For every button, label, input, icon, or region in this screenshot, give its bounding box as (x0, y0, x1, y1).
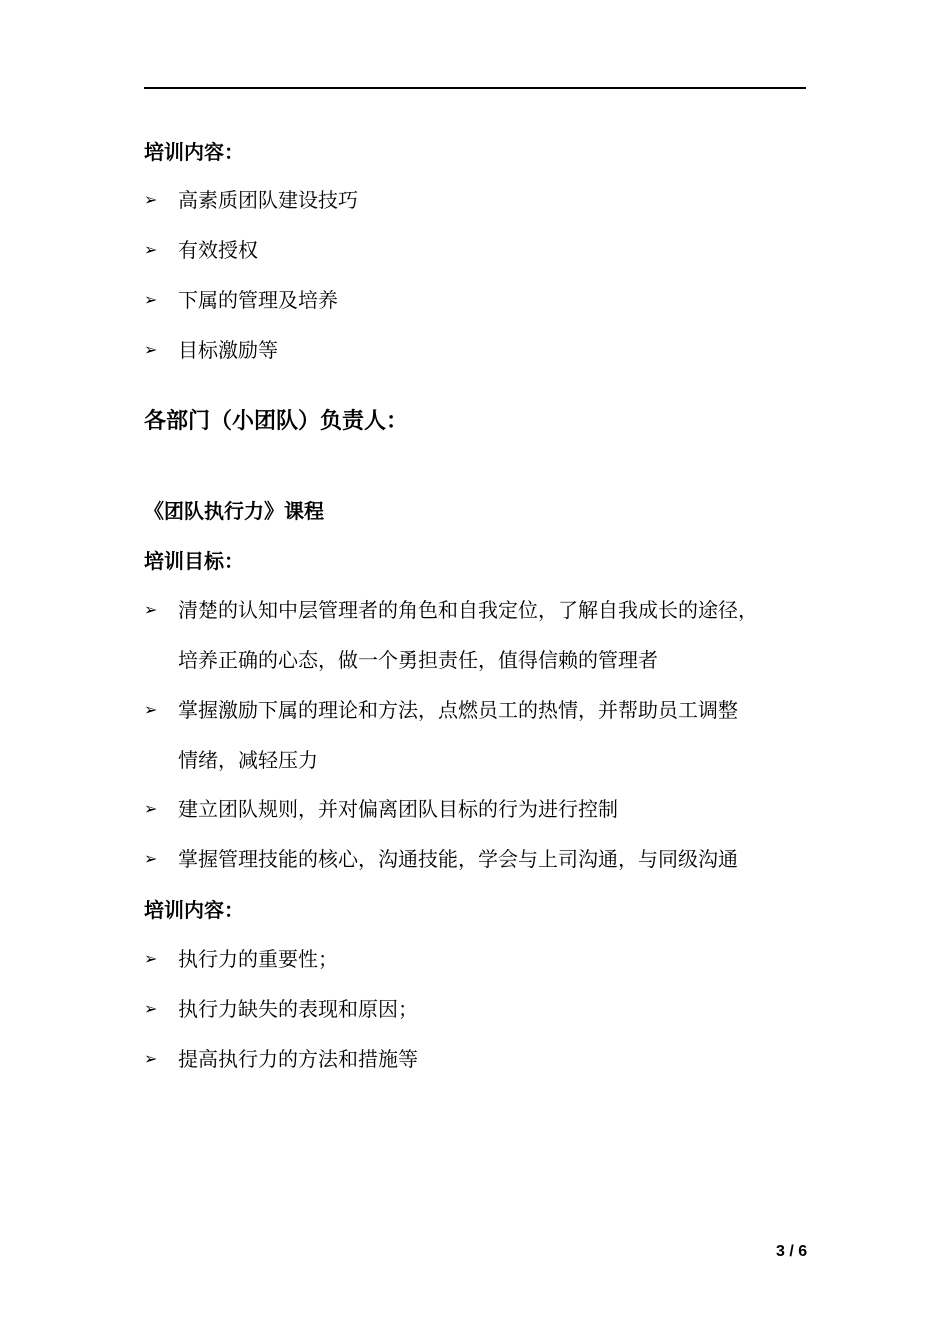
arrow-bullet-icon: ➢ (144, 600, 158, 619)
arrow-bullet-icon: ➢ (144, 949, 158, 968)
goals-heading: 培训目标： (144, 549, 244, 573)
list-item-continuation: 情绪，减轻压力 (178, 748, 318, 772)
arrow-bullet-icon: ➢ (144, 340, 158, 359)
list-item-continuation: 培养正确的心态，做一个勇担责任，值得信赖的管理者 (178, 648, 658, 672)
list-item-text: 下属的管理及培养 (178, 288, 338, 312)
list-item (144, 997, 418, 1021)
list-item-text: 有效授权 (178, 238, 258, 262)
list-item-text: 建立团队规则，并对偏离团队目标的行为进行控制 (178, 797, 618, 821)
list-item-text: 高素质团队建设技巧 (178, 188, 358, 212)
arrow-bullet-icon: ➢ (144, 190, 158, 209)
arrow-bullet-icon: ➢ (144, 700, 158, 719)
arrow-bullet-icon: ➢ (144, 999, 158, 1018)
header-rule (144, 87, 806, 89)
course-title: 《团队执行力》课程 (144, 499, 324, 523)
list-item (144, 188, 358, 212)
list-item (144, 847, 738, 871)
list-item (144, 238, 258, 262)
arrow-bullet-icon: ➢ (144, 290, 158, 309)
arrow-bullet-icon: ➢ (144, 799, 158, 818)
list-item-text: 执行力的重要性； (178, 947, 338, 971)
list-item-text: 目标激励等 (178, 338, 278, 362)
page-number: 3 / 6 (776, 1243, 808, 1260)
list-item-text: 掌握管理技能的核心，沟通技能，学会与上司沟通，与同级沟通 (178, 847, 738, 871)
list-item (144, 947, 338, 971)
list-item (144, 1047, 418, 1071)
section2-heading: 各部门（小团队）负责人： (144, 409, 409, 434)
list-item (144, 338, 278, 362)
content-heading: 培训内容： (144, 898, 244, 922)
list-item (144, 288, 338, 312)
arrow-bullet-icon: ➢ (144, 240, 158, 259)
list-item (144, 698, 738, 722)
list-item-text: 掌握激励下属的理论和方法，点燃员工的热情，并帮助员工调整 (178, 698, 738, 722)
list-item (144, 797, 618, 821)
section1-heading: 培训内容： (144, 140, 244, 164)
list-item-text: 执行力缺失的表现和原因； (178, 997, 418, 1021)
list-item (144, 598, 758, 622)
list-item-text: 提高执行力的方法和措施等 (178, 1047, 418, 1071)
arrow-bullet-icon: ➢ (144, 849, 158, 868)
arrow-bullet-icon: ➢ (144, 1049, 158, 1068)
list-item-text: 清楚的认知中层管理者的角色和自我定位，了解自我成长的途径， (178, 598, 758, 622)
